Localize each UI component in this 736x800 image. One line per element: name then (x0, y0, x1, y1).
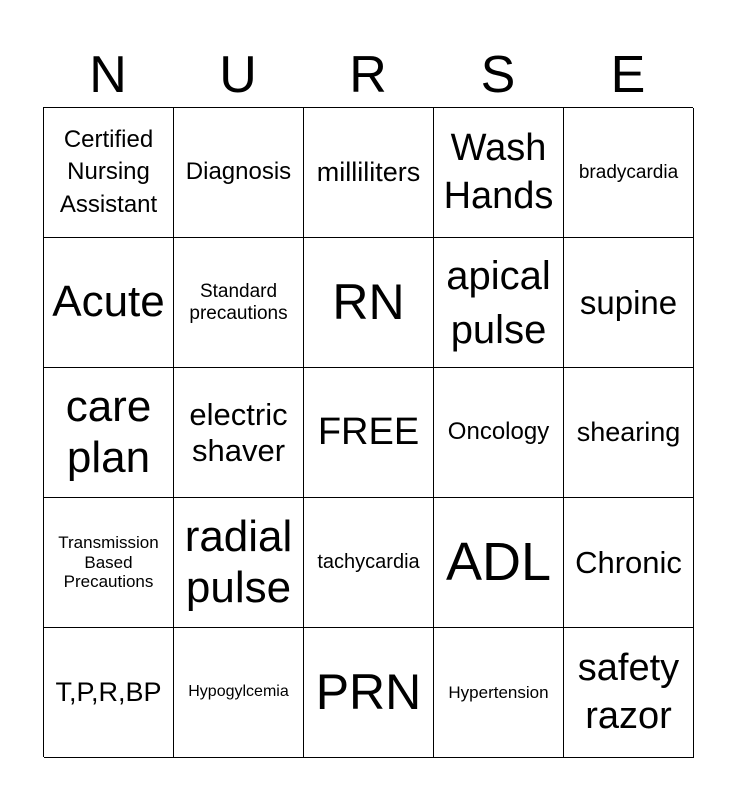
header-letter-n: N (89, 46, 127, 104)
bingo-cell[interactable]: radial pulse (174, 498, 304, 628)
bingo-header (43, 42, 693, 108)
bingo-cell[interactable]: PRN (304, 628, 434, 758)
bingo-cell[interactable]: Wash Hands (434, 108, 564, 238)
header-letter-r: R (349, 46, 387, 104)
bingo-cell[interactable]: Transmission Based Precautions (44, 498, 174, 628)
bingo-cell[interactable]: FREE (304, 368, 434, 498)
bingo-cell[interactable]: care plan (44, 368, 174, 498)
bingo-cell[interactable]: tachycardia (304, 498, 434, 628)
bingo-cell[interactable]: Chronic (564, 498, 694, 628)
bingo-cell[interactable]: safety razor (564, 628, 694, 758)
bingo-cell[interactable]: milliliters (304, 108, 434, 238)
bingo-cell[interactable]: Hypogylcemia (174, 628, 304, 758)
bingo-cell[interactable]: shearing (564, 368, 694, 498)
bingo-cell[interactable]: supine (564, 238, 694, 368)
header-letter-s: S (480, 46, 516, 104)
bingo-cell[interactable]: RN (304, 238, 434, 368)
bingo-cell[interactable]: Hypertension (434, 628, 564, 758)
bingo-cell[interactable]: Acute (44, 238, 174, 368)
bingo-cell[interactable]: apical pulse (434, 238, 564, 368)
bingo-cell[interactable]: electric shaver (174, 368, 304, 498)
bingo-cell[interactable]: Standard precautions (174, 238, 304, 368)
bingo-cell[interactable]: ADL (434, 498, 564, 628)
bingo-cell[interactable]: Oncology (434, 368, 564, 498)
bingo-cell[interactable]: Certified Nursing Assistant (44, 108, 174, 238)
header-letter-e: E (610, 46, 646, 104)
header-letter-u: U (219, 46, 257, 104)
bingo-board (43, 107, 693, 757)
bingo-cell[interactable]: Diagnosis (174, 108, 304, 238)
bingo-cell[interactable]: T,P,R,BP (44, 628, 174, 758)
bingo-cell[interactable]: bradycardia (564, 108, 694, 238)
